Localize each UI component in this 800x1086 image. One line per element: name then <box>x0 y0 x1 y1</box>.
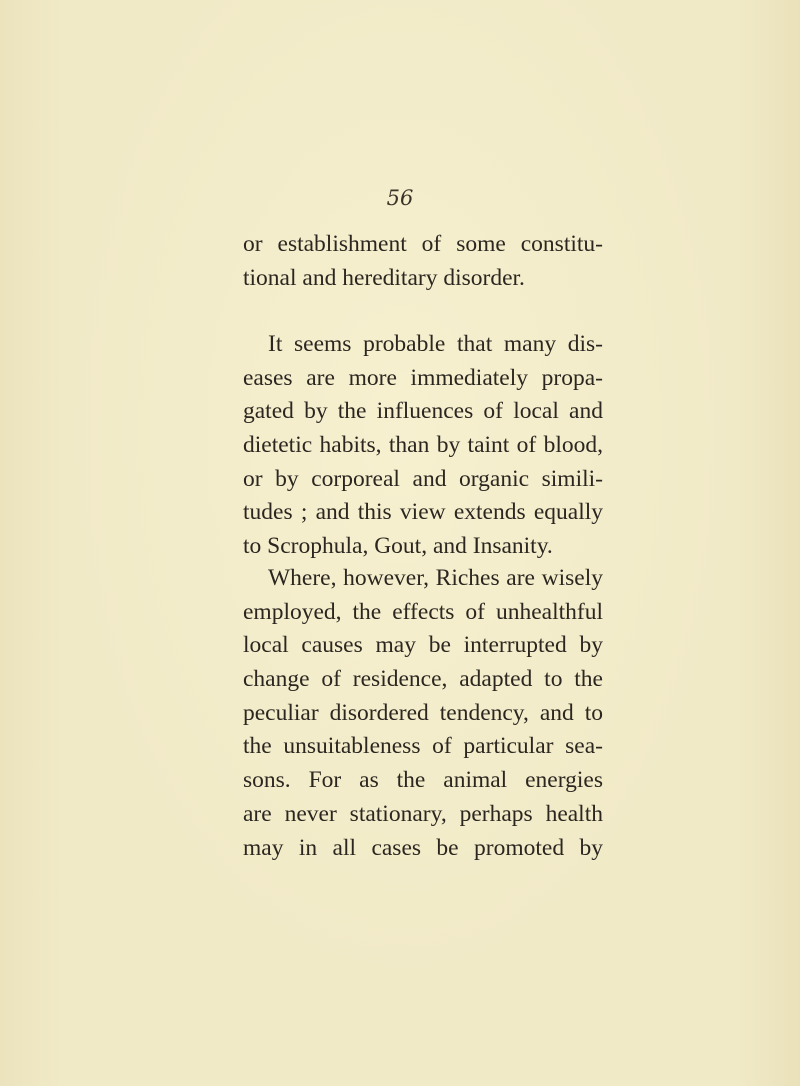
text-line: Where, however, Riches are wisely <box>268 565 603 591</box>
paragraph-2 <box>243 328 603 564</box>
text-line: gated by the influences of local and <box>243 398 603 425</box>
text-line: local causes may be interrupted by <box>243 632 603 659</box>
text-line: dietetic habits, than by taint of blood, <box>243 432 603 459</box>
text-line: the unsuitableness of particular sea- <box>243 733 603 760</box>
text-line: or establishment of some constitu- <box>243 231 603 257</box>
text-line: or by corporeal and organic simili- <box>243 465 603 492</box>
text-line: sons. For as the animal energies <box>243 767 603 794</box>
page-number: 56 <box>386 186 414 210</box>
text-line: tional and hereditary disorder. <box>243 264 525 291</box>
paragraph-1 <box>243 228 603 295</box>
text-line: peculiar disordered tendency, and to <box>243 699 603 726</box>
text-line: may in all cases be promoted by <box>243 834 603 861</box>
text-line: to Scrophula, Gout, and Insanity. <box>243 533 553 560</box>
text-line: It seems probable that many dis- <box>268 331 603 357</box>
text-line: tudes ; and this view extends equally <box>243 499 603 526</box>
paragraph-3 <box>243 562 603 865</box>
text-line: employed, the effects of unhealthful <box>243 598 603 625</box>
text-line: are never stationary, perhaps health <box>243 800 603 827</box>
text-line: change of residence, adapted to the <box>243 666 603 693</box>
text-line: eases are more immediately propa- <box>243 364 603 391</box>
